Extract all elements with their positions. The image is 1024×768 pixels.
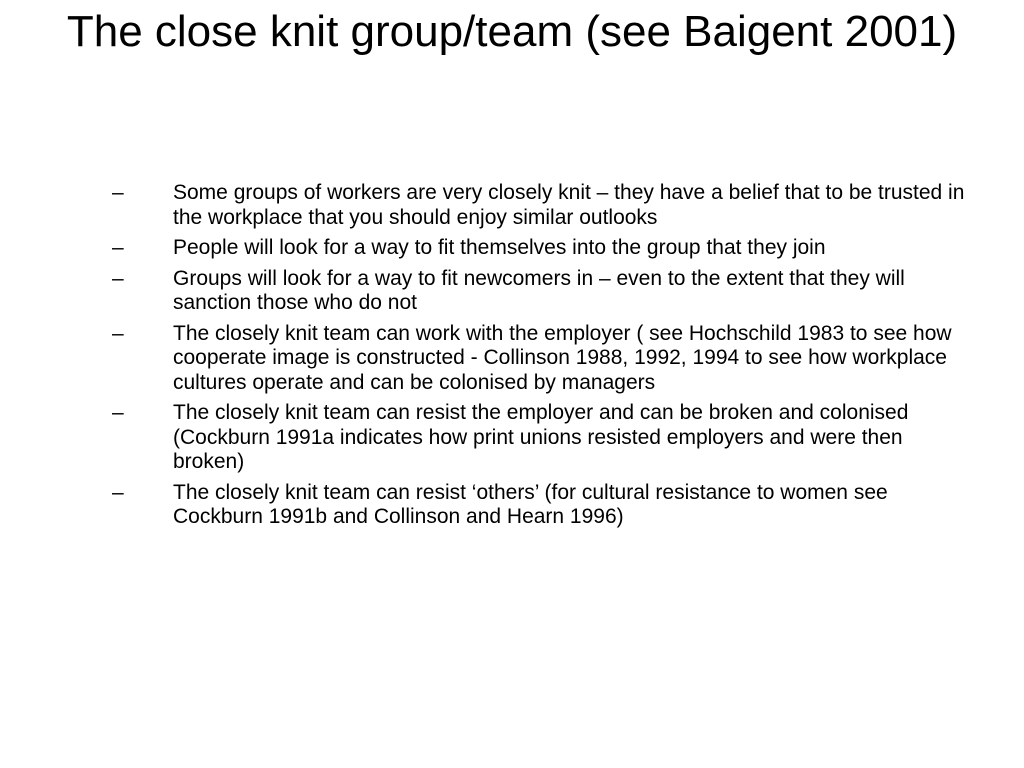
bullet-marker: – bbox=[112, 480, 124, 504]
bullet-text: Groups will look for a way to fit newcomers in – even to the extent that they will sanction those who do not bbox=[173, 266, 905, 314]
bullet-list bbox=[112, 181, 972, 536]
list-item bbox=[112, 481, 972, 530]
bullet-text: The closely knit team can resist the employer and can be broken and colonised (Cockburn 1991a indicates how print unions resisted employers and were then broken) bbox=[173, 401, 909, 473]
bullet-marker: – bbox=[112, 236, 124, 259]
bullet-marker: – bbox=[112, 266, 124, 290]
bullet-text: People will look for a way to fit themselves into the group that they join bbox=[173, 236, 826, 259]
slide-title: The close knit group/team (see Baigent 2001) bbox=[66, 7, 958, 56]
bullet-text: Some groups of workers are very closely knit – they have a belief that to be trusted in the workplace that you should enjoy similar outlooks bbox=[173, 181, 965, 229]
list-item bbox=[112, 401, 972, 475]
list-item bbox=[112, 267, 972, 316]
bullet-marker: – bbox=[112, 401, 124, 424]
list-item bbox=[112, 322, 972, 396]
bullet-text: The closely knit team can work with the employer ( see Hochschild 1983 to see how cooperate image is constructed - Collinson 1988, 1992, 1994 to see how workplace cultures operate and can be colonised by managers bbox=[173, 321, 952, 394]
list-item bbox=[112, 181, 972, 230]
list-item bbox=[112, 236, 972, 261]
bullet-marker: – bbox=[112, 181, 124, 204]
bullet-marker: – bbox=[112, 321, 124, 345]
bullet-text: The closely knit team can resist ‘others’ (for cultural resistance to women see Cockburn 1991b and Collinson and Hearn 1996) bbox=[173, 480, 888, 528]
